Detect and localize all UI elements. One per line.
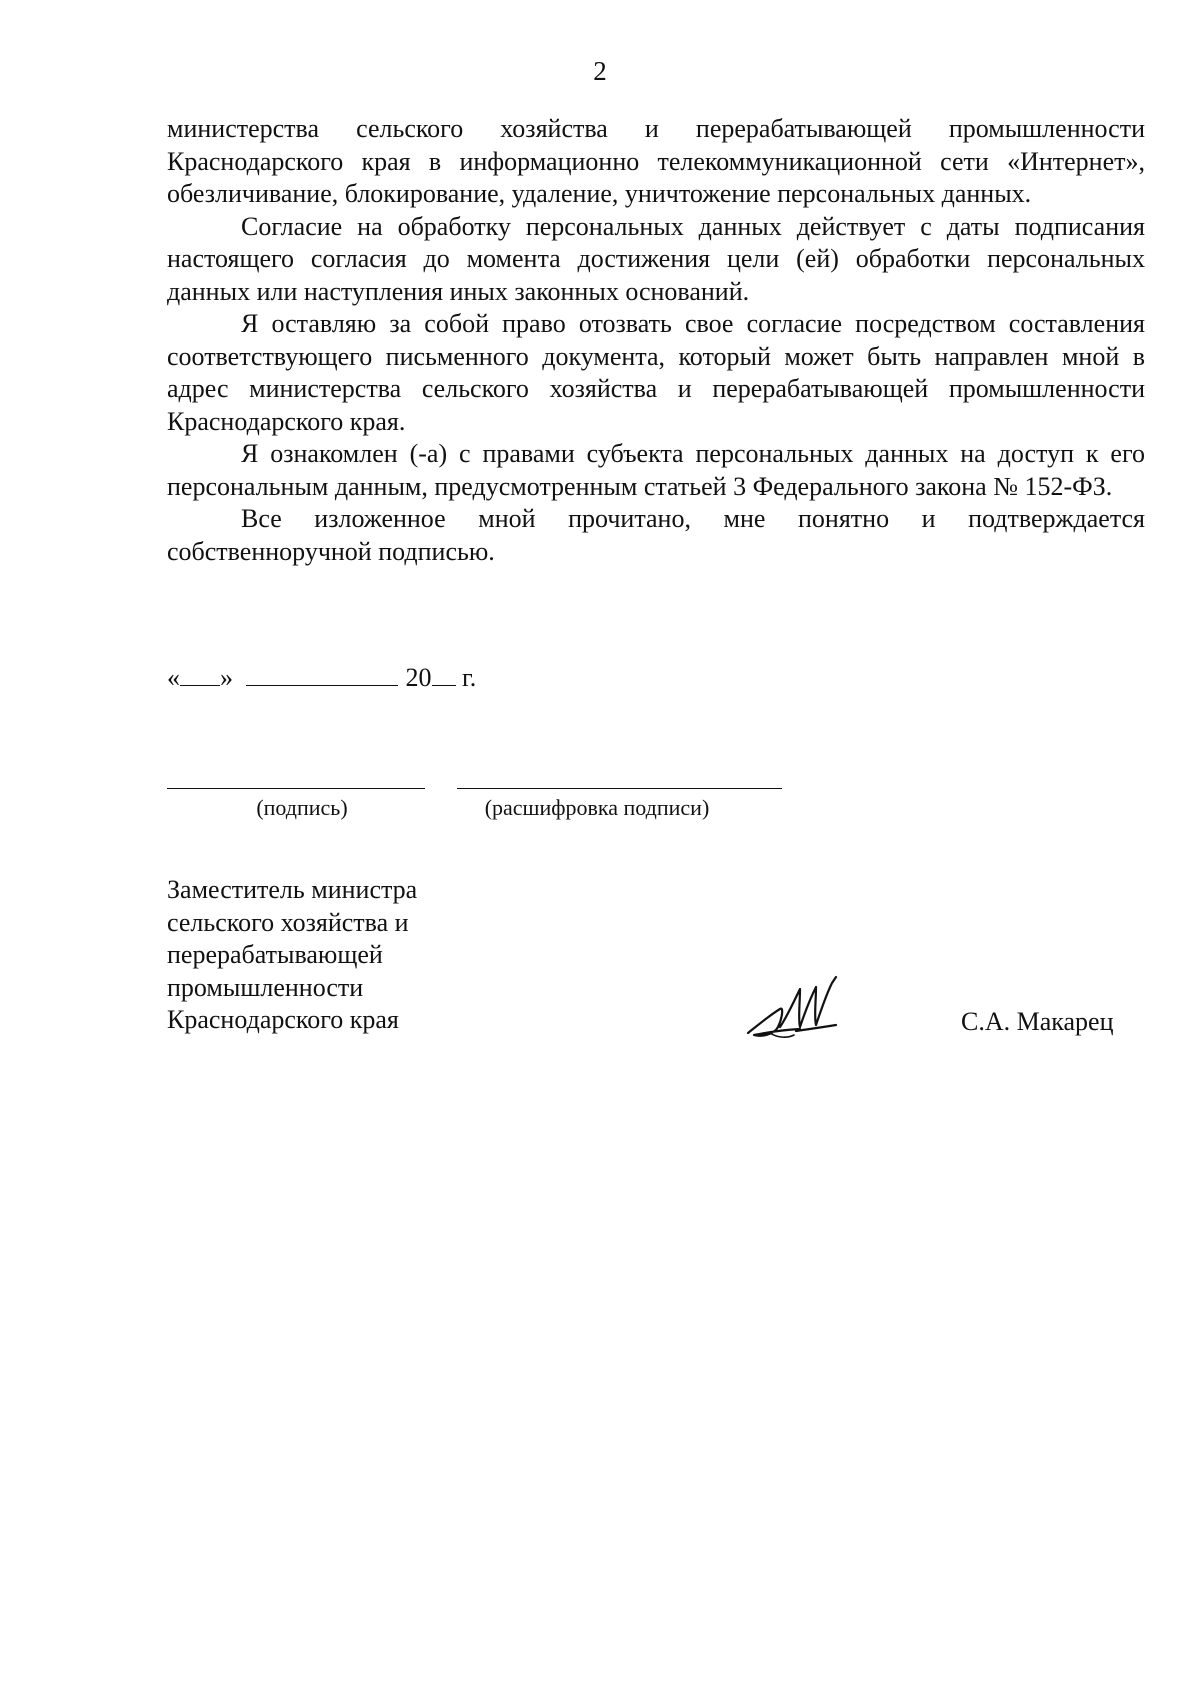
month-blank [246,663,398,686]
official-title-line: Краснодарского края [167,1005,399,1034]
handwritten-signature-icon [740,975,850,1045]
signature-decoding-line [457,788,782,789]
signature-caption: (подпись) [256,795,348,820]
official-title-line: Заместитель министра [167,875,418,904]
signature-decoding-caption: (расшифровка подписи) [484,795,710,820]
signer-name: С.А. Макарец [961,1007,1114,1036]
official-title-line: перерабатывающей [167,940,383,969]
date-line [167,662,476,694]
day-blank [180,663,220,686]
paragraph-confirmation: Все изложенное мной прочитано, мне понятно и подтверждается собственноручной подписью. [167,504,1145,566]
official-title [167,874,587,1037]
date-open-quote: « [167,663,180,692]
document-body [167,113,1145,568]
paragraph-continuation: министерства сельского хозяйства и перерабатывающей промышленности Краснодарского края в информационно телекоммуникационной сети «Интернет», обезличивание, блокирование, удаление, уничтожение персональных данных. [167,114,1145,208]
date-close-quote: » [220,663,233,692]
year-suffix: г. [462,663,477,692]
year-blank [432,663,456,686]
paragraph-revocation-right: Я оставляю за собой право отозвать свое согласие посредством составления соответствующего письменного документа, который может быть направлен мной в адрес министерства сельского хозяйства и перерабатывающей промышленности Краснодарского края. [167,309,1145,436]
paragraph-consent-validity: Согласие на обработку персональных данных действует с даты подписания настоящего согласия до момента достижения цели (ей) обработки персональных данных или наступления иных законных оснований. [167,211,1145,306]
official-title-line: сельского хозяйства и [167,907,409,937]
year-prefix: 20 [405,663,432,692]
signature-line [167,788,425,789]
paragraph-rights-acknowledgement: Я ознакомлен (-а) с правами субъекта персональных данных на доступ к его персональным данным, предусмотренным статьей 3 Федерального закона № 152-ФЗ. [167,439,1145,501]
page-number: 2 [593,56,607,86]
official-title-line: промышленности [167,972,364,1002]
